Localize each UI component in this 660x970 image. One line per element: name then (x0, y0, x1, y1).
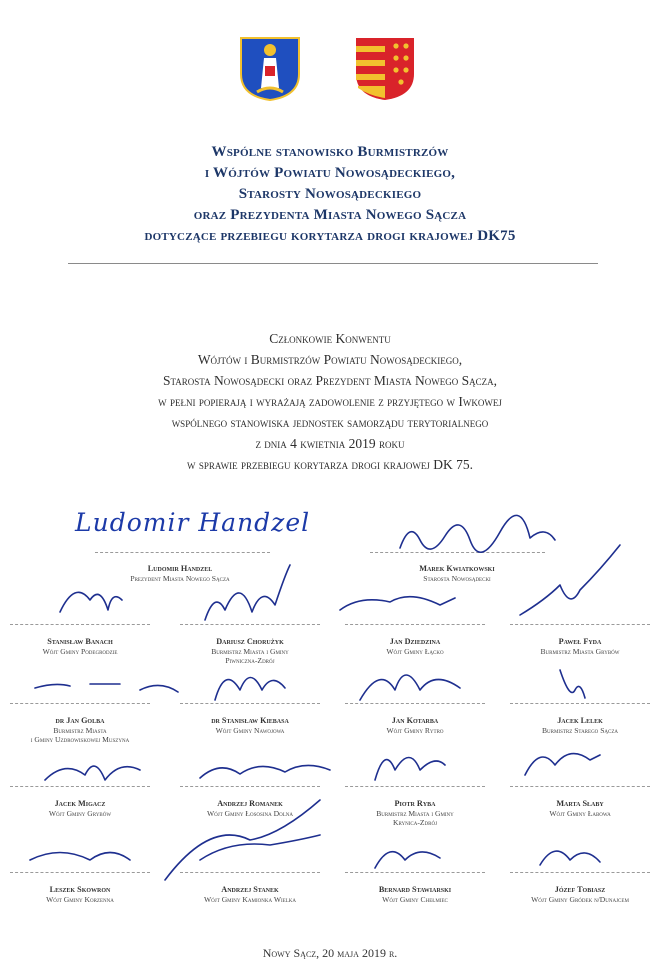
title-line: Wspólne stanowisko Burmistrzów (211, 144, 449, 160)
statement-body (0, 328, 660, 475)
signatory-name: Bernard Stawiarski (378, 885, 452, 894)
signatory-role: Wójt Gminy Kamionka Wielka (204, 895, 296, 904)
signatory-name: Jacek Migacz (54, 799, 106, 808)
signature-line (345, 624, 485, 625)
handwritten-signature-handzel: Ludomir Handzel (75, 508, 311, 537)
signature-line (510, 624, 650, 625)
signature-line (510, 872, 650, 873)
signatory-name: Paweł Fyda (558, 637, 602, 646)
signatory-name: Jan Kotarba (391, 716, 439, 725)
signatory-name: Jacek Lelek (557, 716, 603, 725)
body-line: Członkowie Konwentu (269, 331, 391, 346)
signatory-role-line2: Piwniczna-Zdrój (225, 656, 275, 665)
signatory-name: dr Stanisław Kiebasa (211, 716, 289, 725)
signatory-name: Marek Kwiatkowski (419, 564, 495, 573)
signatory-role: Burmistrz Miasta Grybów (540, 647, 620, 656)
region-crest-icon (354, 36, 416, 102)
body-line: Starosta Nowosądecki oraz Prezydent Miasta Nowego Sącza, (163, 373, 497, 388)
body-line: z dnia 4 kwietnia 2019 roku (255, 436, 405, 451)
body-line: wspólnego stanowiska jednostek samorządu terytorialnego (171, 415, 489, 430)
signatory-role: Burmistrz Miasta (53, 726, 107, 735)
signatory-role: Burmistrz Miasta i Gminy (211, 647, 289, 656)
signatory (357, 564, 557, 583)
signature-line (510, 703, 650, 704)
signatory-role: Wójt Gminy Gródek n/Dunajcem (531, 895, 629, 904)
signatory (480, 799, 660, 818)
signatory-name: Leszek Skowron (49, 885, 111, 894)
signatory-name: Józef Tobiasz (554, 885, 606, 894)
signatory-role: Wójt Gminy Podegrodzie (42, 647, 118, 656)
title-line: dotyczące przebiegu korytarza drogi krajowej DK75 (144, 228, 516, 244)
signatory-role: Starosta Nowosądecki (423, 574, 491, 583)
signatory-name: Dariusz Chorużyk (216, 637, 284, 646)
signature-line (10, 703, 150, 704)
place-and-date: Nowy Sącz, 20 maja 2019 r. (262, 946, 398, 960)
signature-line (180, 872, 320, 873)
signatory-role: Burmistrz Miasta i Gminy (376, 809, 454, 818)
signature-line (345, 872, 485, 873)
signatory-name: Jan Dziedzina (389, 637, 441, 646)
title-line: oraz Prezydenta Miasta Nowego Sącza (193, 207, 467, 223)
signatory-name: Stanisław Banach (47, 637, 113, 646)
nowy-sacz-county-crest-icon (239, 36, 301, 102)
signatory-role: Wójt Gminy Chełmiec (382, 895, 448, 904)
signatory-role: Wójt Gminy Łącko (386, 647, 444, 656)
signature-line (180, 703, 320, 704)
title-divider (68, 263, 598, 264)
signatory-role-line2: i Gminy Uzdrowiskowej Muszyna (30, 735, 130, 744)
signature-line (95, 552, 270, 553)
signatory-name: Marta Słaby (556, 799, 604, 808)
signature-line (180, 786, 320, 787)
signature-line (10, 786, 150, 787)
body-line: w sprawie przebiegu korytarza drogi krajowej DK 75. (186, 457, 474, 472)
signatory-role: Prezydent Miasta Nowego Sącza (130, 574, 230, 583)
signatory-role: Burmistrz Starego Sącza (541, 726, 619, 735)
title-line: i Wójtów Powiatu Nowosądeckiego, (204, 165, 456, 181)
signature-line (345, 786, 485, 787)
document-title (0, 142, 660, 247)
signature-line (10, 872, 150, 873)
signatory-role: Wójt Gminy Grybów (48, 809, 112, 818)
signatory-role: Wójt Gminy Łososina Dolna (207, 809, 293, 818)
signatory-role: Wójt Gminy Korzenna (46, 895, 114, 904)
signatory-name: Ludomir Handzel (147, 564, 213, 573)
signature-line (510, 786, 650, 787)
title-line: Starosty Nowosądeckiego (238, 186, 422, 202)
body-line: w pełni popierają i wyrażają zadowolenie z przyjętego w Iwkowej (158, 394, 502, 409)
signatory-name: Andrzej Stanek (221, 885, 279, 894)
signature-line (370, 552, 545, 553)
signatory (480, 716, 660, 735)
body-line: Wójtów i Burmistrzów Powiatu Nowosądeckiego, (197, 352, 463, 367)
signatory-role: Wójt Gminy Łabowa (549, 809, 611, 818)
signatory-name: Andrzej Romanek (217, 799, 283, 808)
signatory (480, 637, 660, 656)
signature-line (180, 624, 320, 625)
signature-line (345, 703, 485, 704)
signature-line (10, 624, 150, 625)
signatory-name: Piotr Ryba (394, 799, 436, 808)
signatory-role: Wójt Gminy Rytro (386, 726, 444, 735)
signatory (80, 564, 280, 583)
signatory-role-line2: Krynica-Zdrój (392, 818, 438, 827)
signatory-name: dr Jan Golba (55, 716, 105, 725)
signatory-role: Wójt Gminy Nawojowa (215, 726, 285, 735)
signatory (480, 885, 660, 904)
